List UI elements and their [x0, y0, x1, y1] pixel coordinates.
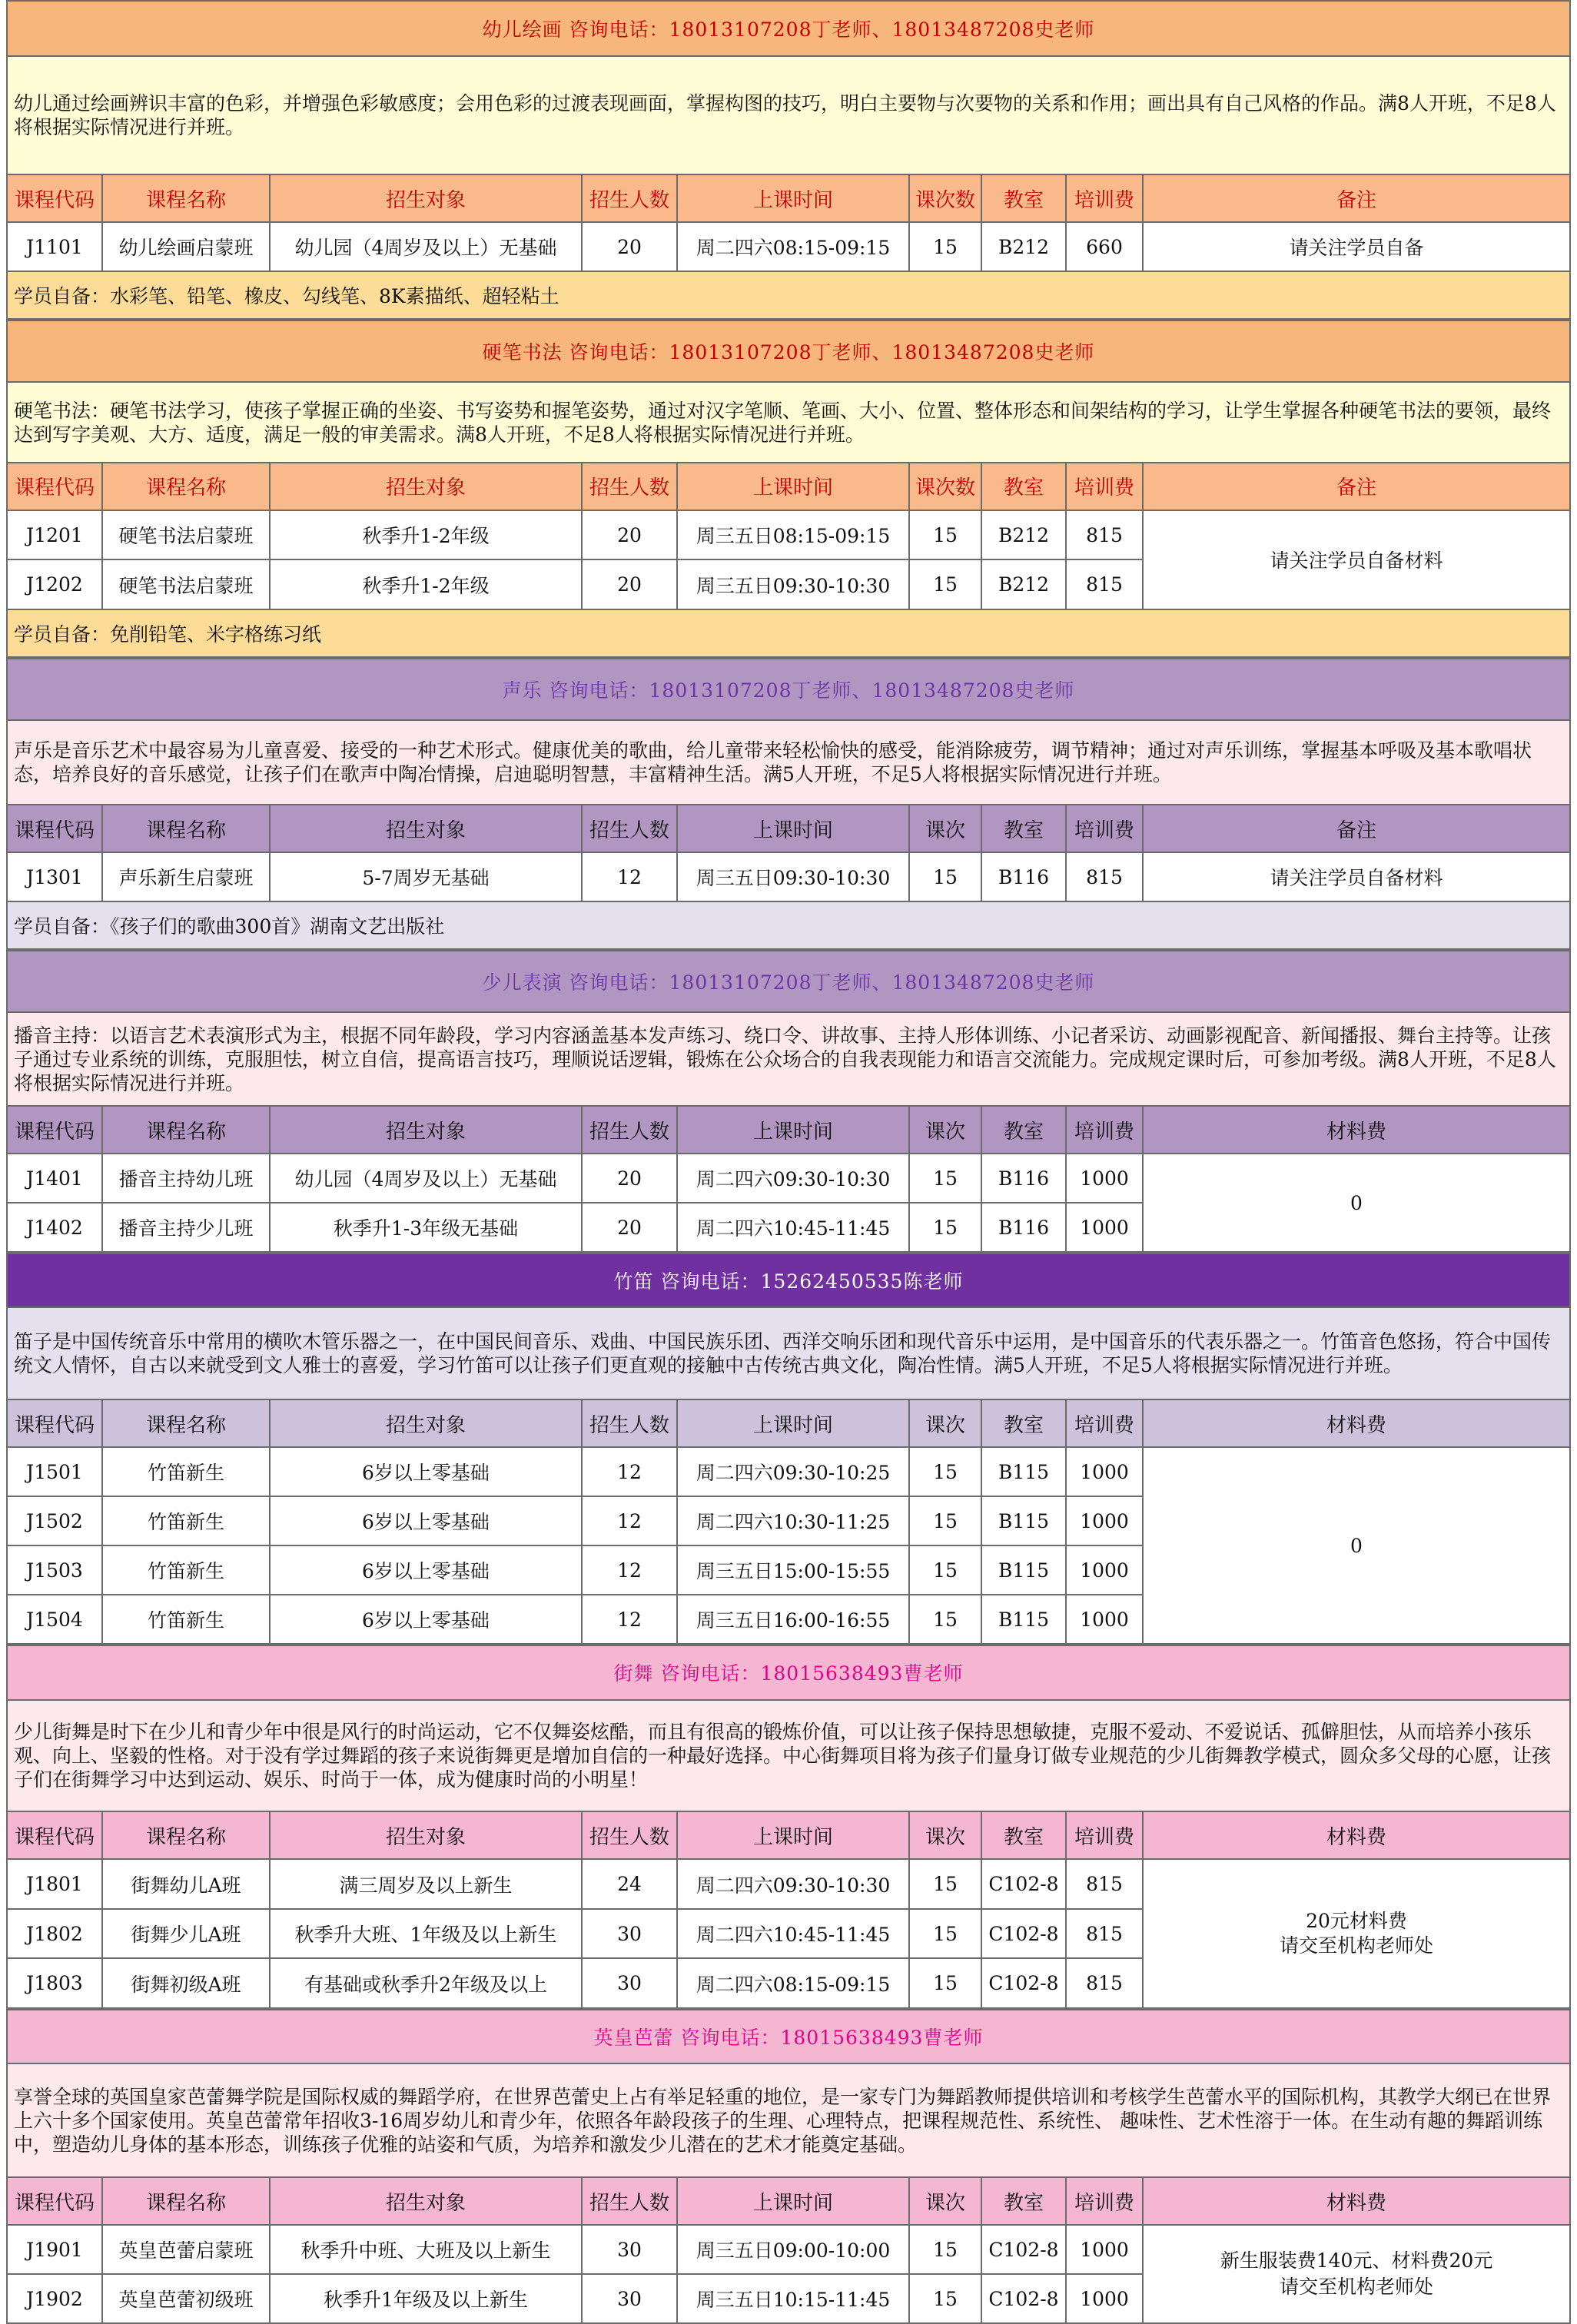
course-target: 秋季升1-2年级: [270, 559, 582, 609]
header-capacity: 招生人数: [582, 174, 677, 222]
header-material-fee: 材料费: [1143, 1106, 1570, 1154]
course-sessions: 15: [909, 1545, 981, 1595]
course-time: 周三五日15:00-15:55: [677, 1545, 909, 1595]
course-time: 周二四六09:30-10:25: [677, 1447, 909, 1496]
course-capacity: 12: [582, 852, 677, 901]
course-room: B212: [981, 510, 1066, 559]
course-code: J1101: [7, 222, 102, 271]
header-room: 教室: [981, 174, 1066, 222]
course-name: 英皇芭蕾启蒙班: [102, 2225, 270, 2274]
header-sessions: 课次数: [909, 174, 981, 222]
header-sessions: 课次: [909, 2177, 981, 2225]
course-capacity: 20: [582, 559, 677, 609]
course-name: 英皇芭蕾初级班: [102, 2274, 270, 2323]
section-description: 幼儿通过绘画辨识丰富的色彩，并增强色彩敏感度；会用色彩的过渡表现画面，掌握构图的技巧，明白主要物与次要物的关系和作用；画出具有自己风格的作品。满8人开班，不足8人将根据实际情况进行并班。: [7, 56, 1570, 174]
course-capacity: 12: [582, 1595, 677, 1644]
course-time: 周三五日08:15-09:15: [677, 510, 909, 559]
course-code: J1402: [7, 1203, 102, 1252]
header-name: 课程名称: [102, 463, 270, 510]
section-child-performance: [6, 950, 1571, 1253]
header-target: 招生对象: [270, 2177, 582, 2225]
section-title: 英皇芭蕾 咨询电话：18015638493曹老师: [7, 2010, 1570, 2063]
course-time: 周二四六08:15-09:15: [677, 222, 909, 271]
section-vocal-music: [6, 658, 1571, 950]
course-room: B115: [981, 1595, 1066, 1644]
course-fee: 1000: [1066, 1154, 1143, 1203]
course-time: 周三五日09:30-10:30: [677, 559, 909, 609]
course-fee: 1000: [1066, 1203, 1143, 1252]
course-room: C102-8: [981, 2225, 1066, 2274]
course-material-fee: 新生服装费140元、材料费20元 请交至机构老师处: [1143, 2225, 1570, 2323]
course-target: 5-7周岁无基础: [270, 852, 582, 901]
course-fee: 815: [1066, 852, 1143, 901]
course-room: C102-8: [981, 1958, 1066, 2008]
course-room: C102-8: [981, 1909, 1066, 1959]
course-room: B115: [981, 1545, 1066, 1595]
section-title: 幼儿绘画 咨询电话：18013107208丁老师、18013487208史老师: [7, 1, 1570, 56]
header-sessions: 课次: [909, 805, 981, 852]
course-sessions: 15: [909, 1909, 981, 1959]
header-name: 课程名称: [102, 1811, 270, 1860]
course-sessions: 15: [909, 1496, 981, 1545]
header-capacity: 招生人数: [582, 463, 677, 510]
course-sessions: 15: [909, 1958, 981, 2008]
course-code: J1202: [7, 559, 102, 609]
header-fee: 培训费: [1066, 1106, 1143, 1154]
table-row: [7, 1859, 1570, 1909]
header-time: 上课时间: [677, 174, 909, 222]
course-name: 街舞幼儿A班: [102, 1859, 270, 1909]
header-name: 课程名称: [102, 1399, 270, 1447]
course-fee: 1000: [1066, 2225, 1143, 2274]
header-room: 教室: [981, 1106, 1066, 1154]
course-name: 声乐新生启蒙班: [102, 852, 270, 901]
section-description: 笛子是中国传统音乐中常用的横吹木管乐器之一，在中国民间音乐、戏曲、中国民族乐团、西洋交响乐团和现代音乐中运用，是中国音乐的代表乐器之一。竹笛音色悠扬，符合中国传统文人情怀，自古以来就受到文人雅士的喜爱，学习竹笛可以让孩子们更直观的接触中古传统古典文化，陶冶性情。满5人开班，不足5人将根据实际情况进行并班。: [7, 1307, 1570, 1399]
course-name: 幼儿绘画启蒙班: [102, 222, 270, 271]
course-target: 有基础或秋季升2年级及以上: [270, 1958, 582, 2008]
course-fee: 1000: [1066, 1496, 1143, 1545]
header-code: 课程代码: [7, 463, 102, 510]
course-capacity: 30: [582, 2225, 677, 2274]
course-capacity: 24: [582, 1859, 677, 1909]
header-room: 教室: [981, 463, 1066, 510]
course-sessions: 15: [909, 510, 981, 559]
course-name: 播音主持幼儿班: [102, 1154, 270, 1203]
course-sessions: 15: [909, 1203, 981, 1252]
table-row: [7, 852, 1570, 901]
course-time: 周二四六10:45-11:45: [677, 1909, 909, 1959]
header-fee: 培训费: [1066, 1811, 1143, 1860]
course-fee: 815: [1066, 559, 1143, 609]
course-name: 竹笛新生: [102, 1595, 270, 1644]
course-remark: 请关注学员自备材料: [1143, 852, 1570, 901]
course-room: B212: [981, 559, 1066, 609]
header-remark: 备注: [1143, 805, 1570, 852]
header-code: 课程代码: [7, 174, 102, 222]
section-description: 声乐是音乐艺术中最容易为儿童喜爱、接受的一种艺术形式。健康优美的歌曲，给儿童带来轻松愉快的感受，能消除疲劳，调节精神；通过对声乐训练，掌握基本呼吸及基本歌唱状态，培养良好的音乐感觉，让孩子们在歌声中陶冶情操，启迪聪明智慧，丰富精神生活。满5人开班，不足5人将根据实际情况进行并班。: [7, 720, 1570, 805]
section-calligraphy: [6, 320, 1571, 658]
course-capacity: 20: [582, 510, 677, 559]
course-time: 周三五日10:15-11:45: [677, 2274, 909, 2323]
header-remark: 备注: [1143, 463, 1570, 510]
section-bamboo-flute: [6, 1253, 1571, 1645]
table-row: [7, 510, 1570, 559]
header-time: 上课时间: [677, 1106, 909, 1154]
section-royal-ballet: [6, 2009, 1571, 2324]
header-room: 教室: [981, 2177, 1066, 2225]
course-fee: 660: [1066, 222, 1143, 271]
course-capacity: 20: [582, 1203, 677, 1252]
section-description: 少儿街舞是时下在少儿和青少年中很是风行的时尚运动，它不仅舞姿炫酷，而且有很高的锻炼价值，可以让孩子保持思想敏捷，克服不爱动、不爱说话、孤僻胆怯，从而培养小孩乐观、向上、坚毅的性格。对于没有学过舞蹈的孩子来说街舞更是增加自信的一种最好选择。中心街舞项目将为孩子们量身订做专业规范的少儿街舞教学模式，圆众多父母的心愿，让孩子们在街舞学习中达到运动、娱乐、时尚于一体，成为健康时尚的小明星！: [7, 1700, 1570, 1811]
header-fee: 培训费: [1066, 174, 1143, 222]
header-target: 招生对象: [270, 805, 582, 852]
course-code: J1501: [7, 1447, 102, 1496]
course-target: 6岁以上零基础: [270, 1595, 582, 1644]
header-material-fee: 材料费: [1143, 1399, 1570, 1447]
section-painting: [6, 0, 1571, 320]
header-sessions: 课次: [909, 1399, 981, 1447]
course-sessions: 15: [909, 2225, 981, 2274]
table-row: [7, 1154, 1570, 1203]
section-note: 学员自备：水彩笔、铅笔、橡皮、勾线笔、8K素描纸、超轻粘土: [7, 271, 1570, 319]
header-code: 课程代码: [7, 1106, 102, 1154]
course-code: J1201: [7, 510, 102, 559]
course-material-fee: 0: [1143, 1447, 1570, 1644]
course-target: 满三周岁及以上新生: [270, 1859, 582, 1909]
course-fee: 815: [1066, 1958, 1143, 2008]
section-note: 学员自备：《孩子们的歌曲300首》湖南文艺出版社: [7, 901, 1570, 949]
section-description: 播音主持：以语言艺术表演形式为主，根据不同年龄段，学习内容涵盖基本发声练习、绕口令、讲故事、主持人形体训练、小记者采访、动画影视配音、新闻播报、舞台主持等。让孩子通过专业系统的训练，克服胆怯，树立自信，提高语言技巧，理顺说话逻辑，锻炼在公众场合的自我表现能力和语言交流能力。完成规定课时后，可参加考级。满8人开班，不足8人将根据实际情况进行并班。: [7, 1012, 1570, 1106]
course-capacity: 12: [582, 1496, 677, 1545]
header-target: 招生对象: [270, 1106, 582, 1154]
header-capacity: 招生人数: [582, 1399, 677, 1447]
header-sessions: 课次: [909, 1106, 981, 1154]
header-room: 教室: [981, 805, 1066, 852]
course-room: B212: [981, 222, 1066, 271]
header-target: 招生对象: [270, 174, 582, 222]
course-fee: 815: [1066, 1909, 1143, 1959]
section-title: 竹笛 咨询电话：15262450535陈老师: [7, 1253, 1570, 1307]
course-name: 播音主持少儿班: [102, 1203, 270, 1252]
header-fee: 培训费: [1066, 1399, 1143, 1447]
section-street-dance: [6, 1645, 1571, 2009]
course-code: J1503: [7, 1545, 102, 1595]
course-fee: 1000: [1066, 1545, 1143, 1595]
section-note: 学员自备：免削铅笔、米字格练习纸: [7, 609, 1570, 657]
header-room: 教室: [981, 1399, 1066, 1447]
course-name: 街舞初级A班: [102, 1958, 270, 2008]
course-fee: 1000: [1066, 2274, 1143, 2323]
course-capacity: 20: [582, 1154, 677, 1203]
course-time: 周三五日16:00-16:55: [677, 1595, 909, 1644]
course-sessions: 15: [909, 559, 981, 609]
course-capacity: 30: [582, 2274, 677, 2323]
course-fee: 815: [1066, 1859, 1143, 1909]
course-room: B115: [981, 1447, 1066, 1496]
course-fee: 1000: [1066, 1447, 1143, 1496]
header-capacity: 招生人数: [582, 2177, 677, 2225]
header-fee: 培训费: [1066, 2177, 1143, 2225]
header-name: 课程名称: [102, 805, 270, 852]
course-sessions: 15: [909, 1154, 981, 1203]
course-target: 6岁以上零基础: [270, 1545, 582, 1595]
course-sessions: 15: [909, 222, 981, 271]
course-room: B115: [981, 1496, 1066, 1545]
course-name: 竹笛新生: [102, 1447, 270, 1496]
header-capacity: 招生人数: [582, 1106, 677, 1154]
course-target: 秋季升1-2年级: [270, 510, 582, 559]
course-time: 周二四六09:30-10:30: [677, 1154, 909, 1203]
course-material-fee: 0: [1143, 1154, 1570, 1252]
course-code: J1901: [7, 2225, 102, 2274]
course-time: 周二四六10:45-11:45: [677, 1203, 909, 1252]
header-sessions: 课次: [909, 1811, 981, 1860]
course-code: J1802: [7, 1909, 102, 1959]
header-target: 招生对象: [270, 463, 582, 510]
course-room: B116: [981, 852, 1066, 901]
course-fee: 815: [1066, 510, 1143, 559]
section-title: 少儿表演 咨询电话：18013107208丁老师、18013487208史老师: [7, 951, 1570, 1012]
section-description: 享誉全球的英国皇家芭蕾舞学院是国际权威的舞蹈学府，在世界芭蕾史上占有举足轻重的地位，是一家专门为舞蹈教师提供培训和考核学生芭蕾水平的国际机构，其教学大纲已在世界上六十多个国家使用。英皇芭蕾常年招收3-16周岁幼儿和青少年，依照各年龄段孩子的生理、心理特点，把课程规范性、系统性、 趣味性、艺术性溶于一体。在生动有趣的舞蹈训练中，塑造幼儿身体的基本形态，训练孩子优雅的站姿和气质，为培养和激发少儿潜在的艺术才能奠定基础。: [7, 2063, 1570, 2177]
course-capacity: 12: [582, 1545, 677, 1595]
course-name: 街舞少儿A班: [102, 1909, 270, 1959]
header-time: 上课时间: [677, 1399, 909, 1447]
course-room: B116: [981, 1203, 1066, 1252]
course-code: J1803: [7, 1958, 102, 2008]
header-material-fee: 材料费: [1143, 1811, 1570, 1860]
course-capacity: 12: [582, 1447, 677, 1496]
course-target: 秋季升1年级及以上新生: [270, 2274, 582, 2323]
course-target: 秋季升中班、大班及以上新生: [270, 2225, 582, 2274]
header-time: 上课时间: [677, 805, 909, 852]
course-name: 竹笛新生: [102, 1545, 270, 1595]
course-target: 秋季升1-3年级无基础: [270, 1203, 582, 1252]
course-room: B116: [981, 1154, 1066, 1203]
course-code: J1801: [7, 1859, 102, 1909]
header-code: 课程代码: [7, 2177, 102, 2225]
course-code: J1504: [7, 1595, 102, 1644]
course-time: 周三五日09:00-10:00: [677, 2225, 909, 2274]
header-remark: 备注: [1143, 174, 1570, 222]
header-material-fee: 材料费: [1143, 2177, 1570, 2225]
course-code: J1301: [7, 852, 102, 901]
table-row: [7, 222, 1570, 271]
table-row: [7, 1447, 1570, 1496]
course-time: 周二四六10:30-11:25: [677, 1496, 909, 1545]
course-capacity: 30: [582, 1909, 677, 1959]
header-room: 教室: [981, 1811, 1066, 1860]
course-target: 秋季升大班、1年级及以上新生: [270, 1909, 582, 1959]
section-description: 硬笔书法：硬笔书法学习，使孩子掌握正确的坐姿、书写姿势和握笔姿势，通过对汉字笔顺、笔画、大小、位置、整体形态和间架结构的学习，让学生掌握各种硬笔书法的要领，最终达到写字美观、大方、适度，满足一般的审美需求。满8人开班，不足8人将根据实际情况进行并班。: [7, 382, 1570, 462]
course-remark: 请关注学员自备材料: [1143, 510, 1570, 609]
course-room: C102-8: [981, 2274, 1066, 2323]
course-name: 硬笔书法启蒙班: [102, 510, 270, 559]
header-name: 课程名称: [102, 174, 270, 222]
course-capacity: 20: [582, 222, 677, 271]
course-sessions: 15: [909, 2274, 981, 2323]
header-time: 上课时间: [677, 2177, 909, 2225]
header-code: 课程代码: [7, 805, 102, 852]
course-fee: 1000: [1066, 1595, 1143, 1644]
course-time: 周二四六09:30-10:30: [677, 1859, 909, 1909]
header-name: 课程名称: [102, 2177, 270, 2225]
course-capacity: 30: [582, 1958, 677, 2008]
course-sessions: 15: [909, 852, 981, 901]
header-target: 招生对象: [270, 1399, 582, 1447]
header-code: 课程代码: [7, 1399, 102, 1447]
course-time: 周三五日09:30-10:30: [677, 852, 909, 901]
course-name: 竹笛新生: [102, 1496, 270, 1545]
header-capacity: 招生人数: [582, 805, 677, 852]
header-name: 课程名称: [102, 1106, 270, 1154]
section-title: 声乐 咨询电话：18013107208丁老师、18013487208史老师: [7, 659, 1570, 720]
course-sessions: 15: [909, 1595, 981, 1644]
course-time: 周二四六08:15-09:15: [677, 1958, 909, 2008]
course-target: 6岁以上零基础: [270, 1496, 582, 1545]
header-target: 招生对象: [270, 1811, 582, 1860]
course-remark: 请关注学员自备: [1143, 222, 1570, 271]
header-fee: 培训费: [1066, 463, 1143, 510]
course-material-fee: 20元材料费 请交至机构老师处: [1143, 1859, 1570, 2008]
header-code: 课程代码: [7, 1811, 102, 1860]
course-code: J1401: [7, 1154, 102, 1203]
section-title: 街舞 咨询电话：18015638493曹老师: [7, 1645, 1570, 1700]
table-row: [7, 2225, 1570, 2274]
course-name: 硬笔书法启蒙班: [102, 559, 270, 609]
header-time: 上课时间: [677, 463, 909, 510]
header-capacity: 招生人数: [582, 1811, 677, 1860]
header-time: 上课时间: [677, 1811, 909, 1860]
course-room: C102-8: [981, 1859, 1066, 1909]
course-schedule-page: [6, 0, 1571, 2324]
header-sessions: 课次数: [909, 463, 981, 510]
course-sessions: 15: [909, 1859, 981, 1909]
course-sessions: 15: [909, 1447, 981, 1496]
section-title: 硬笔书法 咨询电话：18013107208丁老师、18013487208史老师: [7, 320, 1570, 382]
course-code: J1502: [7, 1496, 102, 1545]
header-fee: 培训费: [1066, 805, 1143, 852]
course-code: J1902: [7, 2274, 102, 2323]
course-target: 幼儿园（4周岁及以上）无基础: [270, 1154, 582, 1203]
course-target: 幼儿园（4周岁及以上）无基础: [270, 222, 582, 271]
course-target: 6岁以上零基础: [270, 1447, 582, 1496]
